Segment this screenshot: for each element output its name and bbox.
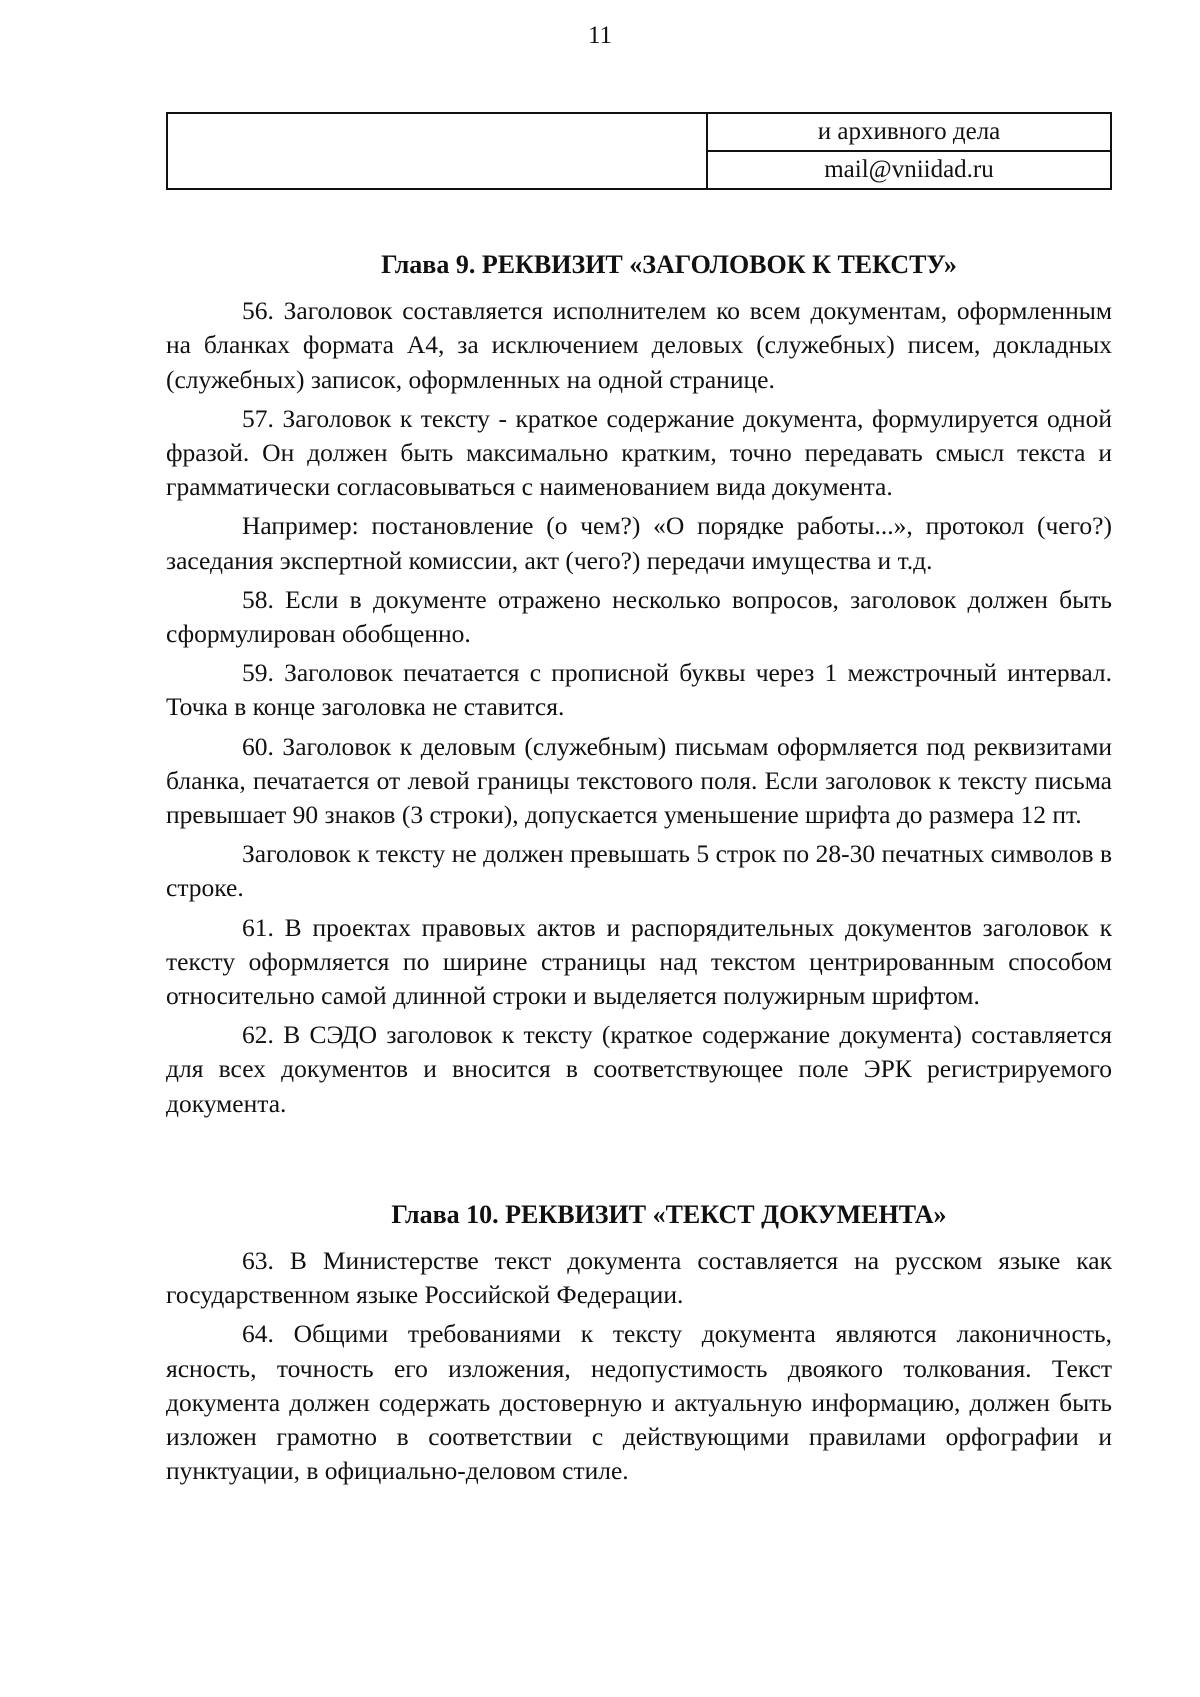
paragraph-59: 59. Заголовок печатается с прописной буквы через 1 межстрочный интервал. Точка в конце заголовка не ставится. [166, 658, 1112, 722]
paragraph-60: 60. Заголовок к деловым (служебным) письмам оформляется под реквизитами бланка, печатается от левой границы текстового поля. Если заголовок к тексту письма превышает 90 знаков (3 строки), допускается уменьшение шрифта до размера 12 пт. [166, 731, 1112, 830]
paragraph-58: 58. Если в документе отражено несколько вопросов, заголовок должен быть сформулирован обобщенно. [166, 584, 1112, 649]
table-cell: и архивного дела [707, 113, 1111, 151]
contact-table [166, 112, 1112, 190]
page-number: 11 [587, 22, 613, 49]
paragraph-63: 63. В Министерстве текст документа составляется на русском языке как государственном языке Российской Федерации. [166, 1246, 1112, 1310]
document-body [166, 248, 1112, 1494]
paragraph-example: Например: постановление (о чем?) «О порядке работы...», протокол (чего?) заседания экспертной комиссии, акт (чего?) передачи имущества и т.д. [166, 511, 1112, 575]
chapter-9-title: Глава 9. РЕКВИЗИТ «ЗАГОЛОВОК К ТЕКСТУ» [381, 250, 957, 279]
paragraph-61: 61. В проектах правовых актов и распорядительных документов заголовок к тексту оформляется по ширине страницы над текстом центрированным способом относительно самой длинной строки и выделяется полужирным шрифтом. [166, 912, 1112, 1011]
section-spacer [166, 1126, 1112, 1174]
paragraph-64: 64. Общими требованиями к тексту документа являются лаконичность, ясность, точность его изложения, недопустимость двоякого толкования. Текст документа должен содержать достоверную и актуальную информацию, должен быть изложен грамотно в соответствии с действующими правилами орфографии и пунктуации, в официально-деловом стиле. [166, 1319, 1112, 1486]
blank-cell [167, 113, 707, 189]
paragraph-60-note: Заголовок к тексту не должен превышать 5 строк по 28-30 печатных символов в строке. [166, 839, 1112, 903]
table-row [167, 113, 1111, 151]
paragraph-57: 57. Заголовок к тексту - краткое содержание документа, формулируется одной фразой. Он должен быть максимально кратким, точно передавать смысл текста и грамматически согласовываться с наименованием вида документа. [166, 403, 1112, 502]
chapter-10-title: Глава 10. РЕКВИЗИТ «ТЕКСТ ДОКУМЕНТА» [391, 1199, 947, 1229]
paragraph-56: 56. Заголовок составляется исполнителем ко всем документам, оформленным на бланках формата А4, за исключением деловых (служебных) писем, докладных (служебных) записок, оформленных на одной странице. [166, 296, 1112, 394]
paragraph-62: 62. В СЭДО заголовок к тексту (краткое содержание документа) составляется для всех документов и вносится в соответствующее поле ЭРК регистрируемого документа. [166, 1020, 1112, 1118]
table-cell: mail@vniidad.ru [707, 151, 1111, 189]
